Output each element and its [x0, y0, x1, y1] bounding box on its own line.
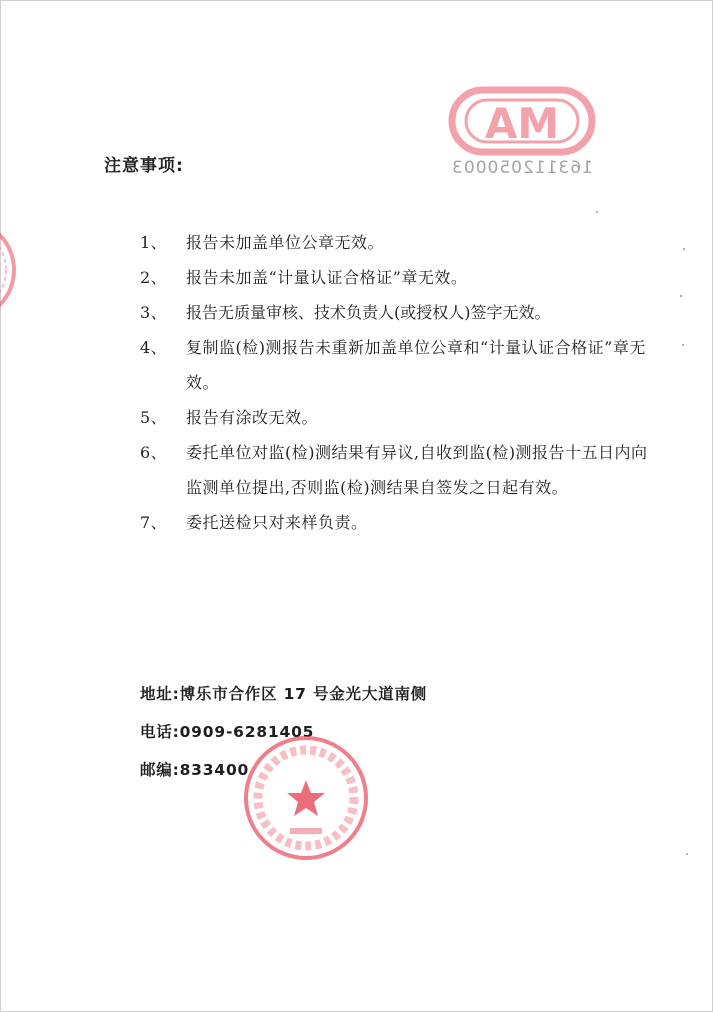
- note-text: 报告有涂改无效。: [186, 408, 319, 427]
- phone-line: 电话:0909-6281405: [140, 723, 315, 741]
- note-number: 5、: [140, 408, 168, 427]
- ma-stamp-frame-icon: [436, 84, 608, 158]
- left-edge-seal: [0, 210, 34, 330]
- list-item: [140, 295, 650, 330]
- list-item: [140, 330, 650, 400]
- address-line: 地址:博乐市合作区 17 号金光大道南侧: [140, 685, 428, 703]
- note-text: 报告未加盖单位公章无效。: [186, 233, 385, 252]
- list-item: [140, 260, 650, 295]
- scan-speck: [596, 211, 598, 213]
- postcode-line: 邮编:833400: [140, 761, 250, 779]
- scan-speck: [686, 853, 688, 855]
- list-item: [140, 225, 650, 260]
- note-number: 4、: [140, 338, 168, 357]
- ma-certificate-number: 163112050003: [451, 158, 593, 178]
- list-item: [140, 435, 650, 505]
- note-number: 6、: [140, 443, 168, 462]
- note-text: 复制监(检)测报告未重新加盖单位公章和“计量认证合格证”章无效。: [186, 338, 646, 392]
- official-seal-icon: [238, 732, 374, 864]
- note-number: 7、: [140, 513, 168, 532]
- note-text: 报告无质量审核、技术负责人(或授权人)签字无效。: [186, 303, 551, 322]
- list-item: [140, 505, 650, 540]
- scan-speck: [682, 344, 684, 346]
- official-seal: [238, 732, 374, 864]
- list-item: [140, 400, 650, 435]
- ma-stamp: [436, 84, 608, 184]
- scan-speck: [683, 248, 685, 250]
- note-number: 3、: [140, 303, 168, 322]
- note-text: 委托单位对监(检)测结果有异议,自收到监(检)测报告十五日内向监测单位提出,否则监(检)测结果自签发之日起有效。: [186, 443, 648, 497]
- star-icon: [287, 780, 325, 816]
- note-number: 1、: [140, 233, 168, 252]
- note-text: 委托送检只对来样负责。: [186, 513, 368, 532]
- ma-letters: MA: [484, 99, 560, 148]
- note-text: 报告未加盖“计量认证合格证”章无效。: [186, 268, 468, 287]
- scan-speck: [680, 295, 682, 297]
- notes-list: [140, 225, 650, 540]
- seal-fragment-icon: [0, 210, 34, 330]
- page-title: 注意事项:: [104, 156, 184, 176]
- note-number: 2、: [140, 268, 168, 287]
